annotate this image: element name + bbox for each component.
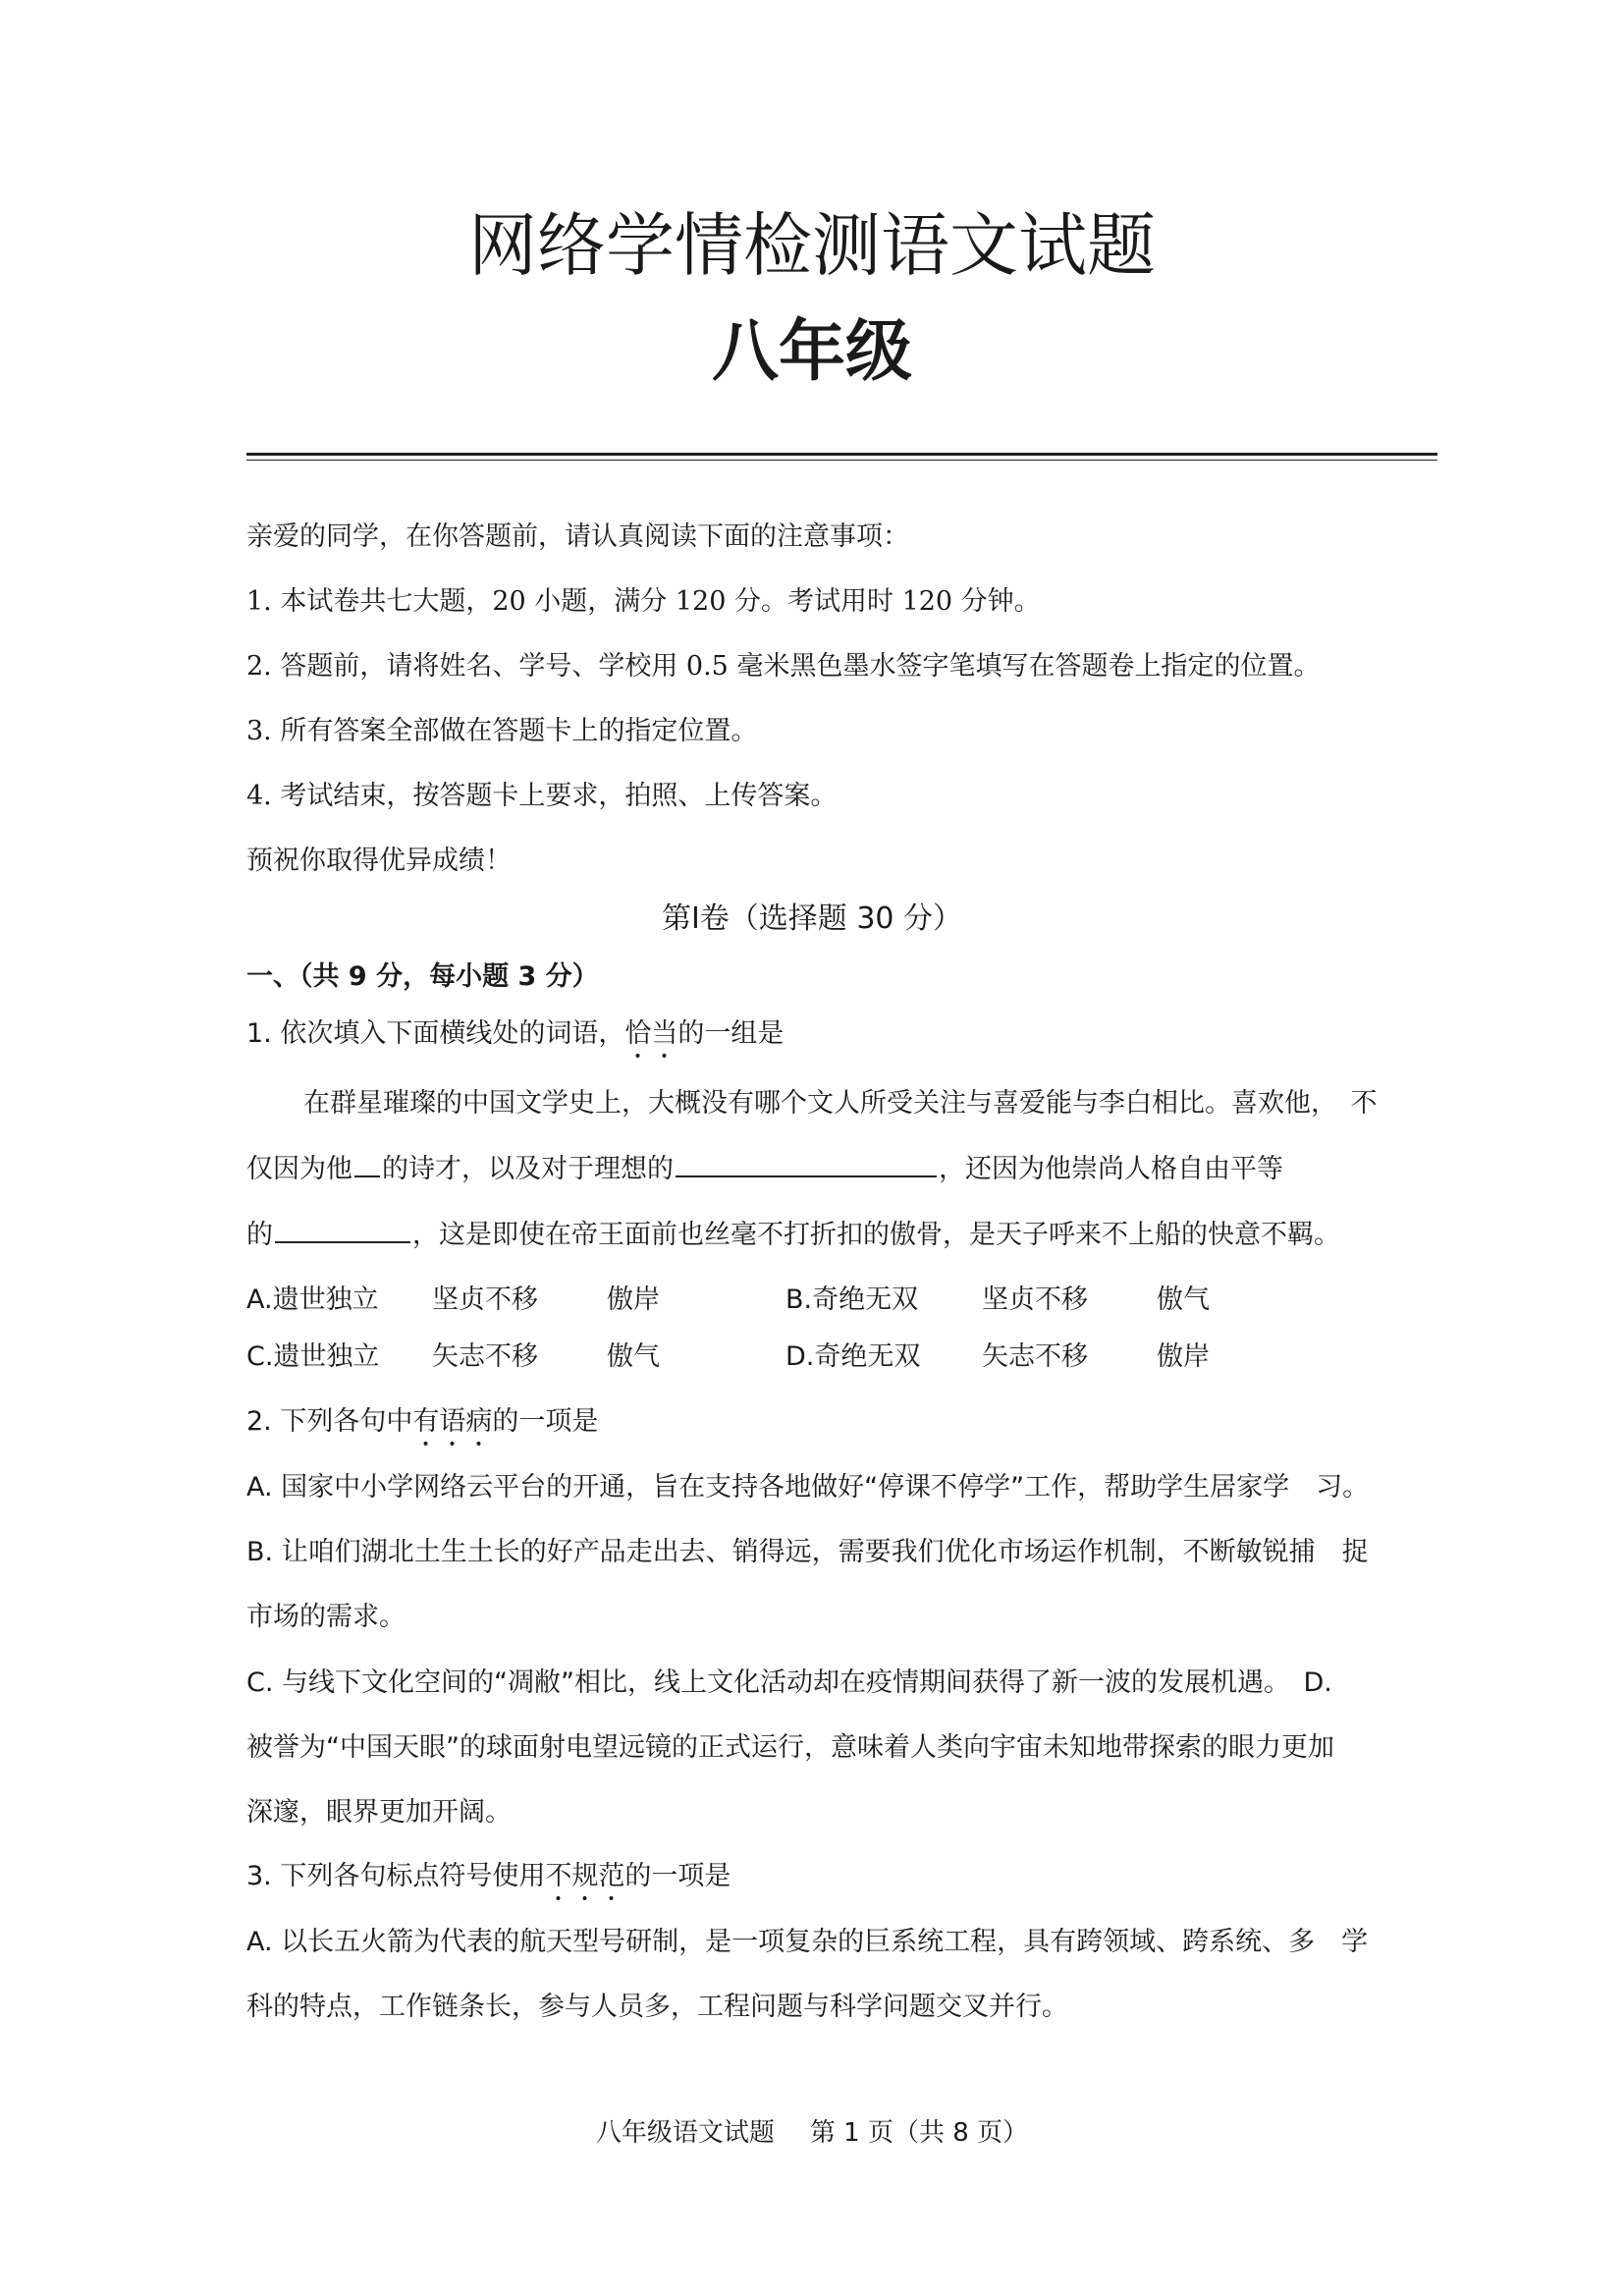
option-d-word-3: 傲岸	[1157, 1341, 1210, 1372]
question-2-stem-post: 的一项是	[492, 1406, 599, 1437]
question-2-option-a: A. 国家中小学网络云平台的开通，旨在支持各地做好“停课不停学”工作，帮助学生居家学 习。	[246, 1472, 1370, 1503]
question-2-stem-emphasis: 有语病	[412, 1406, 493, 1437]
passage-text: 的	[246, 1220, 273, 1250]
question-2-option-b-line-2: 市场的需求。	[246, 1602, 406, 1632]
fill-blank-1	[354, 1150, 380, 1177]
question-1-passage-line-3	[246, 1216, 1340, 1255]
question-2-option-c-line-1: C. 与线下文化空间的“凋敝”相比，线上文化活动却在疫情期间获得了新一波的发展机遇。 D.	[246, 1667, 1332, 1698]
header-rule-bottom	[246, 460, 1437, 461]
question-3-stem-post: 的一项是	[624, 1861, 731, 1891]
option-a-word-3: 傲岸	[607, 1284, 660, 1315]
question-1-stem	[246, 1014, 784, 1065]
option-d-word-2: 矢志不移	[982, 1341, 1088, 1372]
question-1-passage-line-1: 在群星璀璨的中国文学史上，大概没有哪个文人所受关注与喜爱能与李白相比。喜欢他， 不	[303, 1088, 1378, 1119]
grade-heading: 八年级	[711, 313, 912, 391]
option-d-label: D.奇绝无双	[785, 1341, 921, 1372]
question-1-stem-pre: 1. 依次填入下面横线处的词语，	[246, 1018, 625, 1049]
option-c-word-3: 傲气	[607, 1341, 660, 1372]
notice-greeting: 亲爱的同学，在你答题前，请认真阅读下面的注意事项：	[246, 521, 909, 552]
question-2-option-d-line-2: 深邃，眼界更加开阔。	[246, 1797, 512, 1828]
question-1-passage-line-2	[246, 1150, 1283, 1189]
option-c-label: C.遗世独立	[246, 1341, 380, 1372]
option-c-word-2: 矢志不移	[432, 1341, 538, 1372]
passage-text: 的诗才，以及对于理想的	[382, 1154, 674, 1184]
question-2-stem	[246, 1402, 598, 1452]
question-3-stem-pre: 3. 下列各句标点符号使用	[246, 1861, 546, 1891]
option-b-word-2: 坚贞不移	[982, 1284, 1088, 1315]
fill-blank-2	[676, 1150, 937, 1177]
question-3-stem	[246, 1857, 731, 1907]
notice-item-2: 2. 答题前，请将姓名、学号、学校用 0.5 毫米黑色墨水签字笔填写在答题卷上指定的位置。	[246, 651, 1321, 682]
option-a-word-2: 坚贞不移	[432, 1284, 538, 1315]
passage-text: 仅因为他	[246, 1154, 352, 1184]
fill-blank-3	[275, 1216, 410, 1243]
question-2-option-d-line-1: 被誉为“中国天眼”的球面射电望远镜的正式运行，意味着人类向宇宙未知地带探索的眼力更加	[246, 1732, 1334, 1763]
question-2-stem-pre: 2. 下列各句中	[246, 1406, 413, 1437]
question-3-option-a-line-1: A. 以长五火箭为代表的航天型号研制，是一项复杂的巨系统工程，具有跨领域、跨系统、多 学	[246, 1927, 1369, 1957]
header-rule-top	[246, 453, 1437, 456]
question-2-option-b-line-1: B. 让咱们湖北土生土长的好产品走出去、销得远，需要我们优化市场运作机制，不断敏锐捕 捉	[246, 1537, 1369, 1567]
footer-subject: 八年级语文试题	[595, 2118, 775, 2148]
question-3-stem-emphasis: 不规范	[545, 1861, 625, 1891]
notice-wish: 预祝你取得优异成绩！	[246, 846, 512, 876]
passage-text: ，这是即使在帝王面前也丝毫不打折扣的傲骨，是天子呼来不上船的快意不羁。	[412, 1220, 1340, 1250]
notice-item-3: 3. 所有答案全部做在答题卡上的指定位置。	[246, 716, 758, 746]
page-footer	[0, 2115, 1624, 2151]
notice-item-4: 4. 考试结束，按答题卡上要求，拍照、上传答案。	[246, 781, 838, 811]
option-a-label: A.遗世独立	[246, 1284, 379, 1315]
question-1-stem-post: 的一组是	[677, 1018, 785, 1049]
option-b-word-3: 傲气	[1157, 1284, 1210, 1315]
notice-item-1: 1. 本试卷共七大题，20 小题，满分 120 分。考试用时 120 分钟。	[246, 586, 1041, 617]
footer-page-number: 第 1 页（共 8 页）	[809, 2118, 1029, 2148]
exam-title: 网络学情检测语文试题	[468, 205, 1156, 286]
passage-text: ，还因为他崇尚人格自由平等	[939, 1154, 1283, 1184]
option-b-label: B.奇绝无双	[785, 1284, 919, 1315]
section-heading: 第Ⅰ卷（选择题 30 分）	[661, 902, 963, 936]
question-3-option-a-line-2: 科的特点，工作链条长，参与人员多，工程问题与科学问题交叉并行。	[246, 1992, 1068, 2022]
part-label: 一、（共 9 分，每小题 3 分）	[246, 961, 599, 992]
question-1-stem-emphasis: 恰当	[624, 1018, 678, 1049]
